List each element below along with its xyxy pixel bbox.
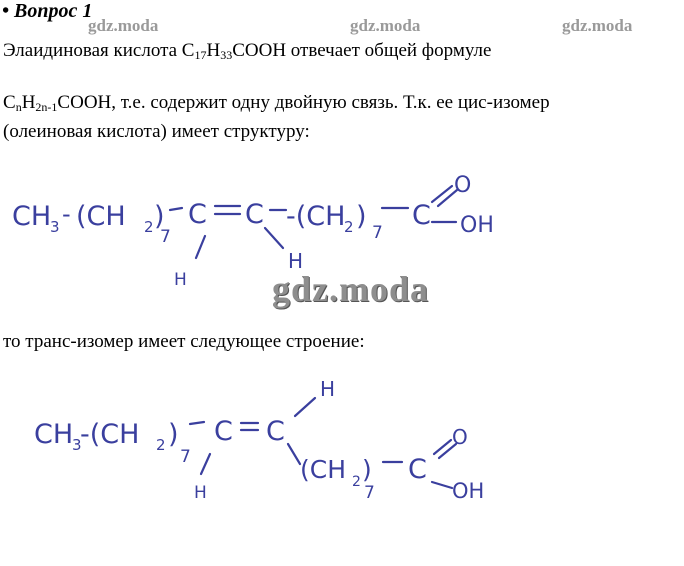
paragraph-2: $C_nH_{2n-1}COOH$, т.е. содержит одну двойную связь. Т.к. ее цис-изомер <box>3 92 550 114</box>
svg-text:): ) <box>356 201 367 232</box>
svg-text:): ) <box>154 201 165 232</box>
svg-text:3: 3 <box>72 436 82 454</box>
svg-text:2: 2 <box>144 218 154 236</box>
svg-text:7: 7 <box>372 223 383 243</box>
trans-text <box>34 377 484 503</box>
svg-text:H: H <box>174 270 187 290</box>
watermark-top-1: gdz.moda <box>88 16 159 35</box>
svg-text:(CH: (CH <box>300 455 347 484</box>
watermark-center: gdz.moda <box>272 269 430 309</box>
svg-text:C: C <box>266 416 285 447</box>
svg-text:H: H <box>194 483 207 503</box>
watermark-top-2: gdz.moda <box>350 16 421 35</box>
svg-text:7: 7 <box>180 447 191 467</box>
svg-text:C: C <box>214 416 233 447</box>
svg-text:): ) <box>362 455 372 484</box>
svg-text:OH: OH <box>452 479 485 503</box>
svg-text:H: H <box>288 249 304 273</box>
svg-text:7: 7 <box>364 483 375 503</box>
svg-text:2: 2 <box>344 218 354 236</box>
svg-text:): ) <box>168 419 179 450</box>
svg-text:OH: OH <box>460 213 494 238</box>
svg-text:-(CH: -(CH <box>80 419 140 450</box>
paragraph-1: Элаидиновая кислота $C_{17}H_{33}COOH$ отвечает общей формуле <box>3 40 492 62</box>
svg-text:2: 2 <box>156 436 166 454</box>
svg-text:3: 3 <box>50 218 60 236</box>
svg-text:C: C <box>412 200 431 231</box>
svg-text:O: O <box>454 173 472 198</box>
svg-text:H: H <box>320 377 336 401</box>
svg-text:(CH: (CH <box>76 201 126 232</box>
watermark-top-3: gdz.moda <box>562 16 633 35</box>
svg-text:2: 2 <box>352 474 361 490</box>
svg-text:-: - <box>62 200 71 228</box>
svg-text:7: 7 <box>160 227 171 247</box>
paragraph-4: то транс-изомер имеет следующее строение: <box>3 331 365 352</box>
svg-text:CH: CH <box>34 419 74 450</box>
paragraph-3: (олеиновая кислота) имеет структуру: <box>3 121 310 142</box>
svg-text:O: O <box>452 425 468 449</box>
question-title: • Вопрос 1 <box>2 0 93 22</box>
svg-text:CH: CH <box>12 201 52 232</box>
svg-text:-(CH: -(CH <box>286 201 346 232</box>
svg-text:C: C <box>408 454 427 485</box>
svg-text:C: C <box>245 199 264 230</box>
svg-text:C: C <box>188 199 207 230</box>
